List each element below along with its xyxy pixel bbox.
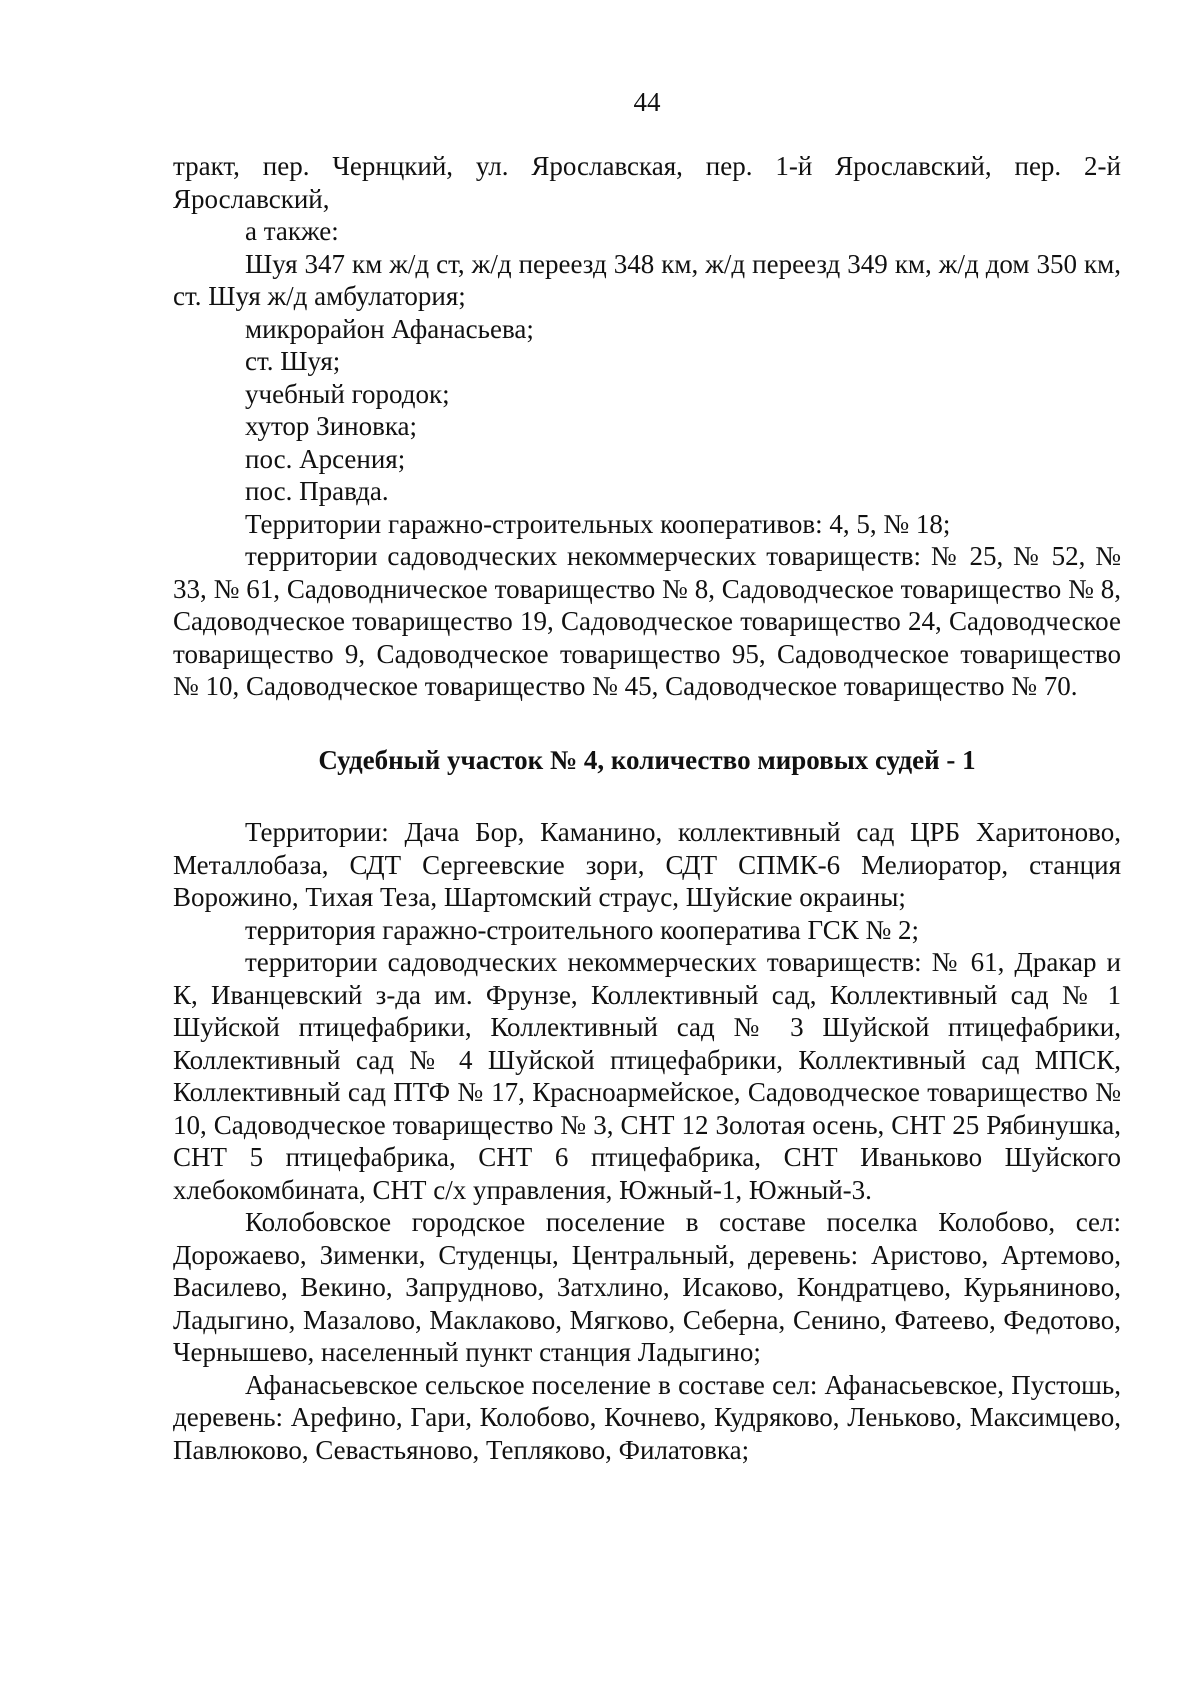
- section-heading: Судебный участок № 4, количество мировых судей - 1: [318, 744, 976, 775]
- paragraph-pravda: пос. Правда.: [245, 476, 389, 506]
- paragraph-territories: Территории: Дача Бор, Каманино, коллективный сад ЦРБ Харитоново, Металлобаза, СДТ Сергеевские зори, СДТ СПМК-6 Мелиоратор, станция Ворожино, Тихая Теза, Шартомский страус, Шуйские окраины;: [173, 817, 1121, 912]
- paragraph-garage-coop: территория гаражно-строительного кооператива ГСК № 2;: [245, 914, 920, 945]
- paragraph-also: а также:: [245, 216, 339, 246]
- paragraph-station: ст. Шуя;: [245, 346, 341, 376]
- page-number: 44: [633, 87, 661, 117]
- paragraph-arseniya: пос. Арсения;: [245, 443, 406, 474]
- paragraph-campus: учебный городок;: [245, 378, 450, 409]
- document-body: [173, 150, 1121, 1466]
- paragraph-kolobovo: Колобовское городское поселение в составе поселка Колобово, сел: Дорожаево, Зименки, Студенцы, Центральный, деревень: Аристово, Артемово, Василево, Векино, Запрудново, Затхлино, Исаково, Кондратцево, Курьяниново, Ладыгино, Мазалово, Маклаково, Мягково, Себерна, Сенино, Фатеево, Федотово, Чернышево, населенный пункт станция Ладыгино;: [173, 1207, 1121, 1367]
- paragraph-garden-partnerships-2: территории садоводческих некоммерческих товариществ: № 61, Дракар и К, Иванцевский з-да им. Фрунзе, Коллективный сад, Коллективный сад № 1 Шуйской птицефабрики, Коллективный сад № 3 Шуйской птицефабрики, Коллективный сад № 4 Шуйской птицефабрики, Коллективный сад МПСК, Коллективный сад ПТФ № 17, Красноармейское, Садоводческое товарищество № 10, Садоводческое товарищество № 3, СНТ 12 Золотая осень, СНТ 25 Рябинушка, СНТ 5 птицефабрика, СНТ 6 птицефабрика, СНТ Иваньково Шуйского хлебокомбината, СНТ с/х управления, Южный-1, Южный-3.: [173, 947, 1121, 1205]
- paragraph-railway: Шуя 347 км ж/д ст, ж/д переезд 348 км, ж/д переезд 349 км, ж/д дом 350 км, ст. Шуя ж/д амбулатория;: [173, 248, 1121, 311]
- paragraph-garden-partnerships: территории садоводческих некоммерческих товариществ: № 25, № 52, № 33, № 61, Садоводническое товарищество № 8, Садоводческое товарищество № 8, Садоводческое товарищество 19, Садоводческое товарищество 24, Садоводческое товарищество 9, Садоводческое товарищество 95, Садоводческое товарищество № 10, Садоводческое товарищество № 45, Садоводческое товарищество № 70.: [173, 541, 1121, 701]
- paragraph-garage-coops: Территории гаражно-строительных кооперативов: 4, 5, № 18;: [245, 508, 951, 539]
- paragraph-afanasyevskoye: Афанасьевское сельское поселение в составе сел: Афанасьевское, Пустошь, деревень: Арефино, Гари, Колобово, Кочнево, Кудряково, Леньково, Максимцево, Павлюково, Севастьяново, Тепляково, Филатовка;: [173, 1369, 1121, 1465]
- paragraph-microdistrict: микрорайон Афанасьева;: [245, 313, 534, 344]
- paragraph-street-list: тракт, пер. Чернцкий, ул. Ярославская, пер. 1-й Ярославский, пер. 2-й Ярославский,: [173, 151, 1121, 214]
- paragraph-khutor: хутор Зиновка;: [245, 411, 418, 441]
